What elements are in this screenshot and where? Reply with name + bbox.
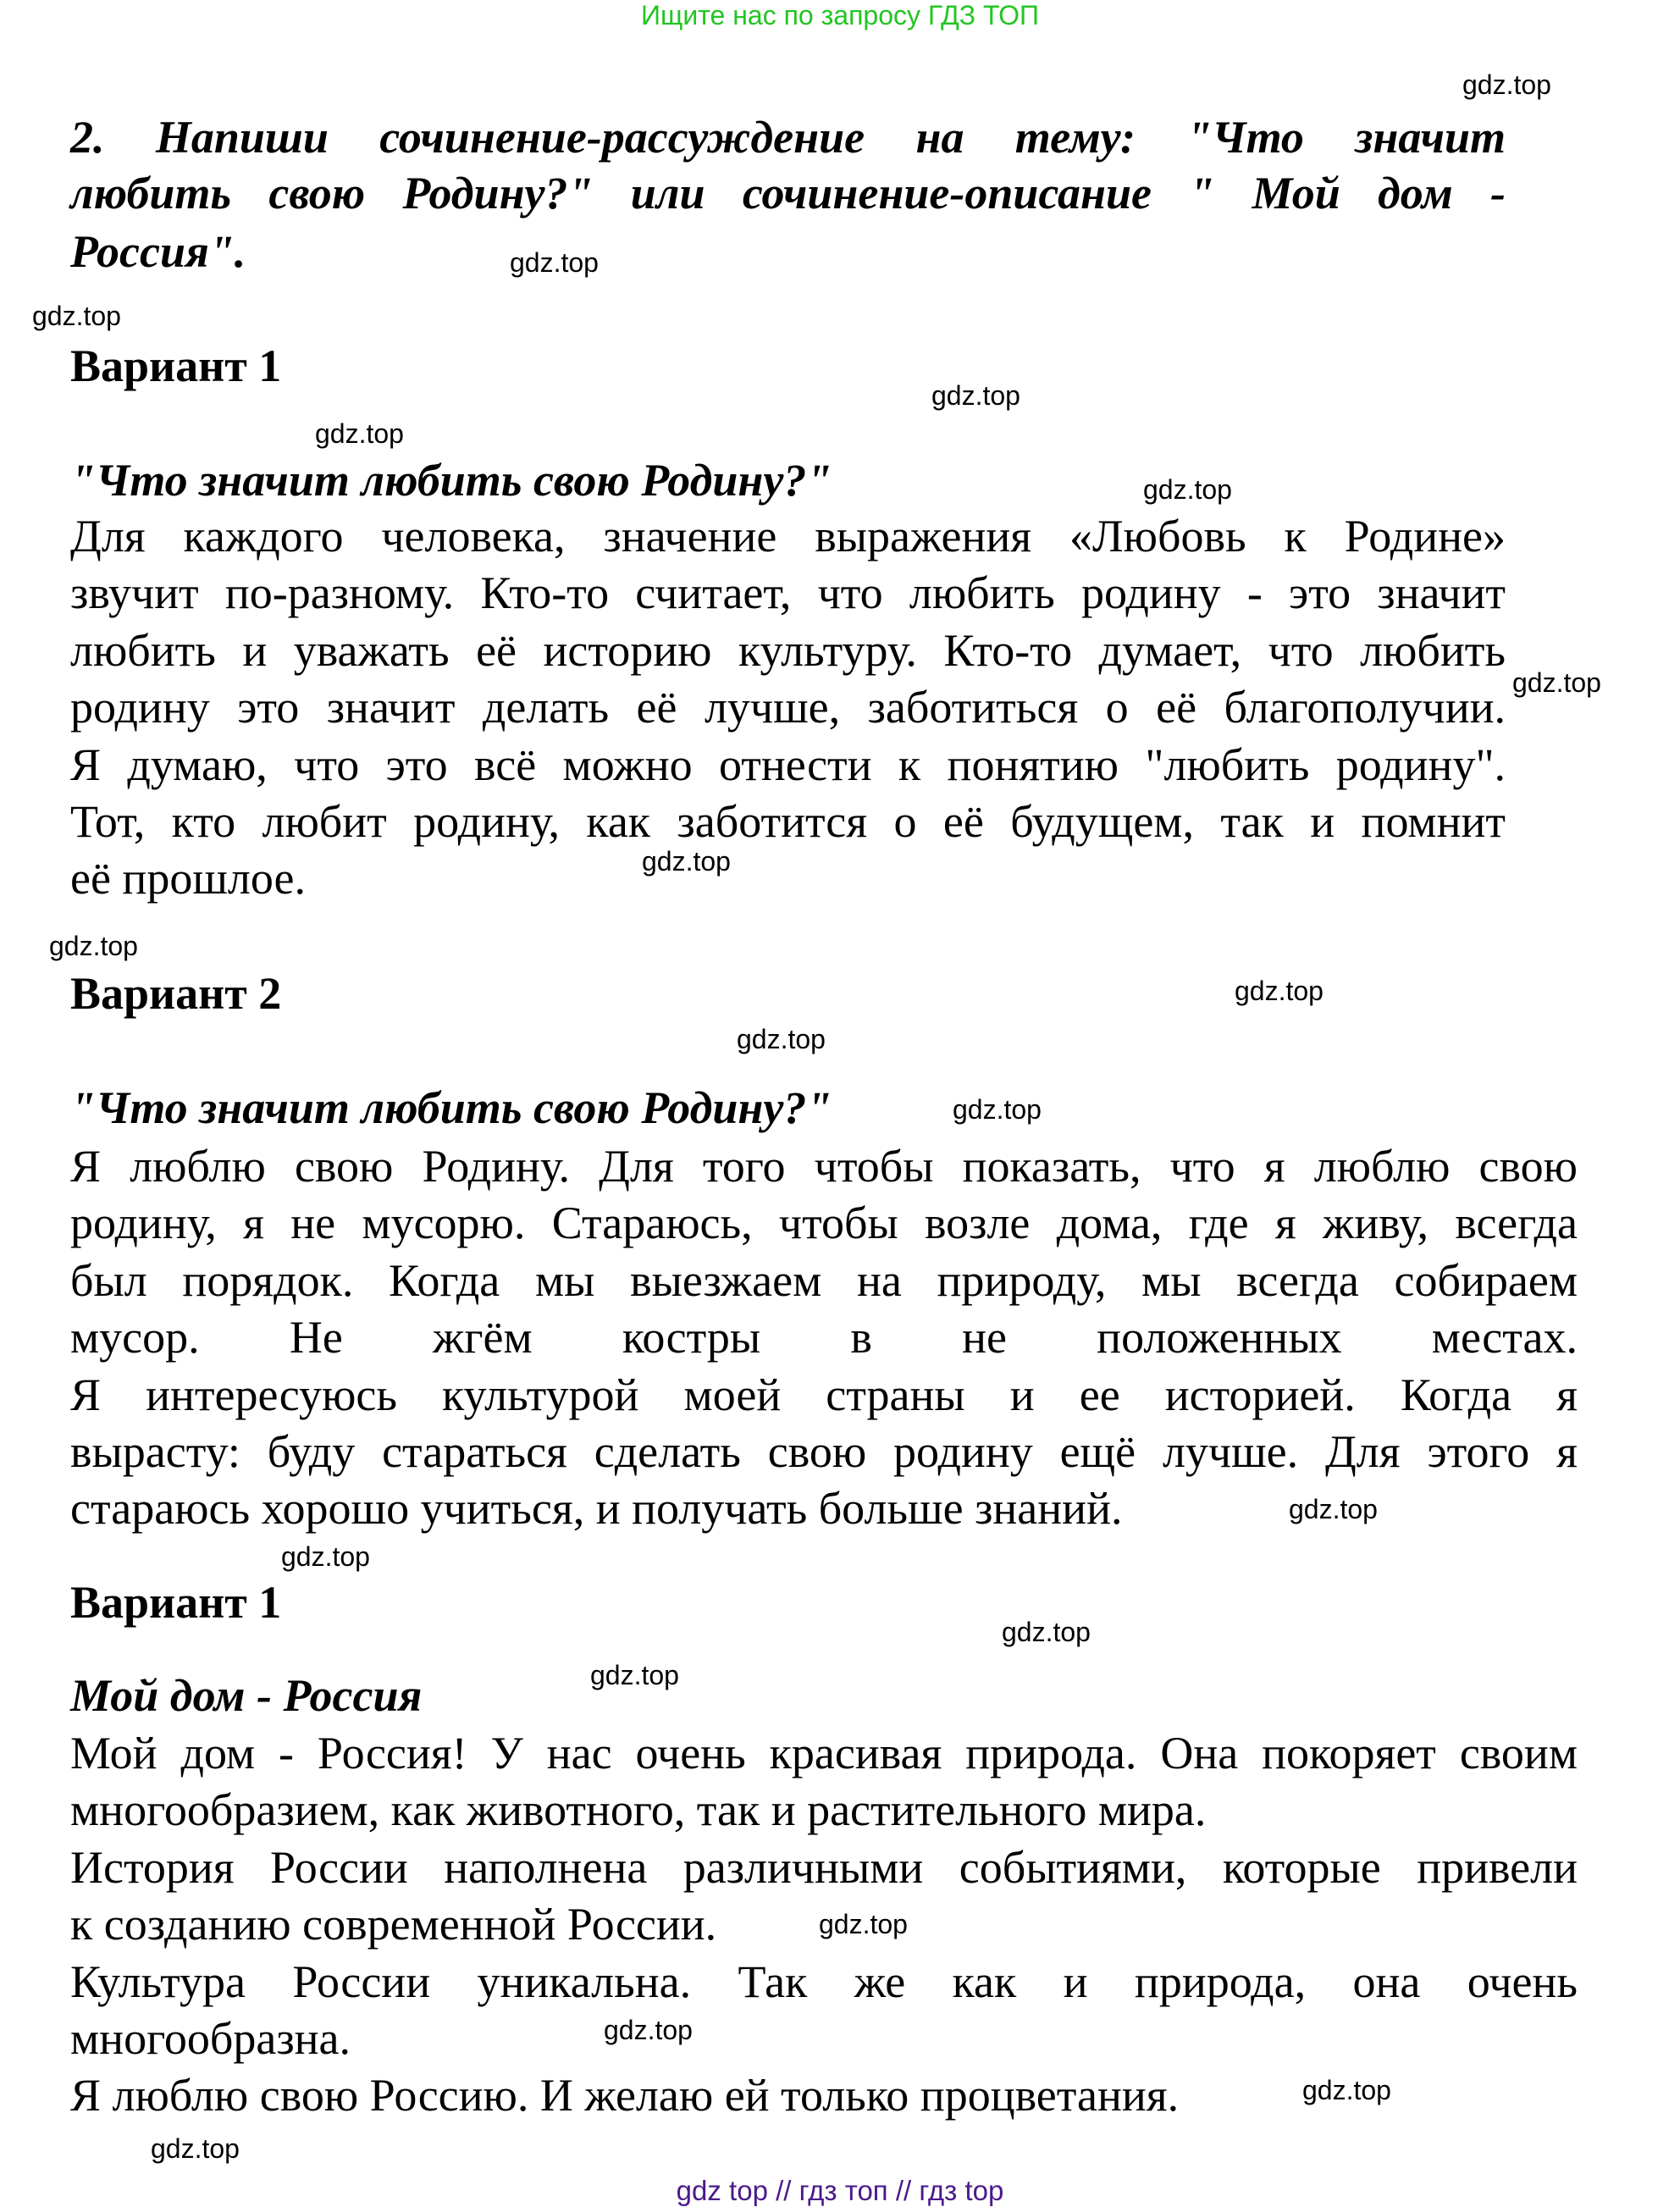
- essay-line: Я люблю свою Родину. Для того чтобы показать, что я люблю свою: [70, 1141, 1578, 1192]
- essay-line: Я люблю свою Россию. И желаю ей только процветания.: [70, 2070, 1180, 2121]
- task-title-line: Россия".: [70, 226, 246, 277]
- essay-line: её прошлое.: [70, 853, 306, 904]
- essay-line: мусор. Не жгём костры в не положенных местах.: [70, 1312, 1578, 1363]
- watermark-text: gdz.top: [1512, 667, 1601, 698]
- watermark-text: gdz.top: [1143, 474, 1232, 505]
- essay-line: Мой дом - Россия! У нас очень красивая природа. Она покоряет своим: [70, 1728, 1578, 1778]
- watermark-text: gdz.top: [49, 931, 138, 961]
- watermark-text: gdz.top: [281, 1541, 370, 1572]
- essay-line: к созданию современной России.: [70, 1899, 717, 1950]
- watermark-text: gdz.top: [1002, 1617, 1091, 1647]
- watermark-text: gdz.top: [510, 247, 599, 278]
- watermark-text: gdz.top: [953, 1094, 1042, 1125]
- watermark-text: gdz.top: [590, 1660, 679, 1690]
- watermark-text: gdz.top: [32, 301, 121, 331]
- essay-line: любить и уважать её историю культуру. Кто-то думает, что любить: [70, 624, 1506, 676]
- footer-links[interactable]: gdz top // гдз топ // гдз top: [676, 2175, 1004, 2206]
- essay-title: "Что значит любить свою Родину?": [70, 1082, 832, 1133]
- essay-line: Я интересуюсь культурой моей страны и ее историей. Когда я: [70, 1369, 1578, 1420]
- essay-title: "Что значит любить свою Родину?": [70, 455, 832, 506]
- essay-line: родину, я не мусорю. Стараюсь, чтобы возле дома, где я живу, всегда: [70, 1198, 1578, 1249]
- essay-line: Я думаю, что это всё можно отнести к понятию "любить родину".: [70, 738, 1506, 790]
- section-heading: Вариант 1: [70, 1577, 282, 1628]
- essay-line: звучит по-разному. Кто-то считает, что любить родину - это значит: [70, 567, 1506, 619]
- watermark-text: gdz.top: [931, 380, 1020, 411]
- watermark-text: gdz.top: [737, 1024, 826, 1054]
- essay-line: многообразна.: [70, 2013, 351, 2064]
- essay-line: Культура России уникальна. Так же как и природа, она очень: [70, 1955, 1578, 2007]
- watermark-text: gdz.top: [1235, 976, 1324, 1006]
- watermark-text: gdz.top: [1462, 69, 1551, 100]
- essay-line: родину это значит делать её лучше, заботиться о её благополучии.: [70, 682, 1506, 733]
- essay-line: Для каждого человека, значение выражения «Любовь к Родине»: [70, 511, 1506, 561]
- watermark-text: gdz.top: [315, 418, 404, 449]
- essay-line: Тот, кто любит родину, как заботится о её будущем, так и помнит: [70, 796, 1506, 847]
- essay-line: многообразием, как животного, так и растительного мира.: [70, 1784, 1207, 1836]
- watermark-text: gdz.top: [604, 2015, 693, 2045]
- essay-line: стараюсь хорошо учиться, и получать больше знаний.: [70, 1483, 1123, 1535]
- essay-line: История России наполнена различными событиями, которые привели: [70, 1841, 1578, 1893]
- section-heading: Вариант 2: [70, 968, 282, 1019]
- essay-line: вырасту: буду стараться сделать свою родину ещё лучше. Для этого я: [70, 1426, 1578, 1477]
- watermark-text: gdz.top: [151, 2133, 240, 2164]
- task-title-line: 2. Напиши сочинение-рассуждение на тему: "Что значит: [70, 112, 1506, 163]
- watermark-text: gdz.top: [1289, 1494, 1378, 1524]
- section-heading: Вариант 1: [70, 340, 282, 391]
- task-title-line: любить свою Родину?" или сочинение-описание " Мой дом -: [70, 168, 1506, 218]
- essay-line: был порядок. Когда мы выезжаем на природу, мы всегда собираем: [70, 1254, 1578, 1306]
- watermark-text: gdz.top: [642, 846, 731, 877]
- watermark-text: gdz.top: [1302, 2075, 1391, 2105]
- search-hint-banner: Ищите нас по запросу ГДЗ ТОП: [641, 0, 1039, 30]
- watermark-text: gdz.top: [819, 1909, 908, 1939]
- essay-title: Мой дом - Россия: [70, 1670, 423, 1721]
